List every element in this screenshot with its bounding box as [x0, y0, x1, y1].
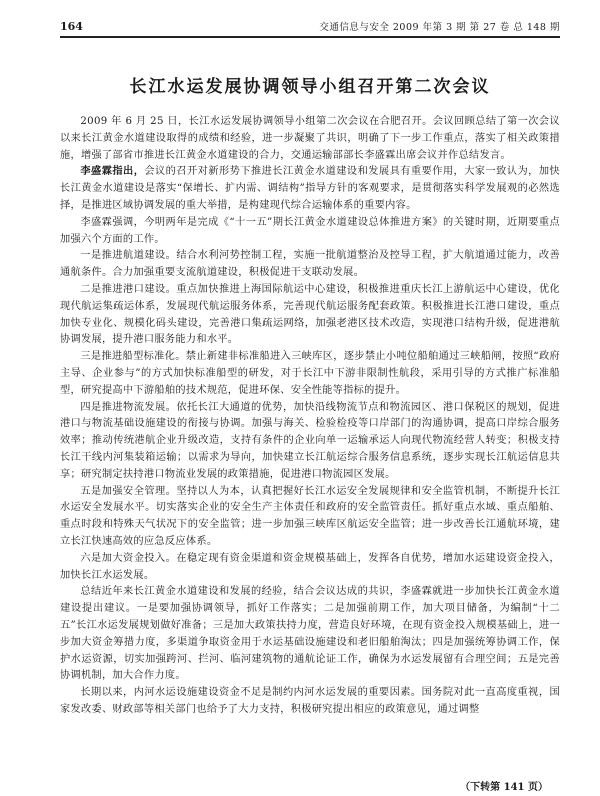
paragraph: 五是加强安全管理。坚持以人为本，认真把握好长江水运安全发展规律和安全监管机制，不断提升长江水运安全发展水平。切实落实企业的安全生产主体责任和政府的安全监管责任。抓好重点水域、重点船舶、重点时段和特殊天气状况下的安全监管；进一步加强三峡库区航运安全监管；进一步改善长江通航环境，建立长江快速高效的应急反应体系。: [60, 485, 560, 547]
paragraph: 三是推进船型标准化。禁止新建非标准船进入三峡库区，逐步禁止小吨位船舶通过三峡船闸，按照“政府主导、企业参与”的方式加快标准船型的研发，对于长江中下游非限制性航段，采用引导的方式推广标准船型，研究提高中下游船舶的技术规范，促进环保、安全性能等指标的提升。: [60, 351, 560, 396]
paragraph: 二是推进港口建设。重点加快推进上海国际航运中心建设，积极推进重庆长江上游航运中心建设，优化现代航运集疏运体系，发展现代航运服务体系，完善现代航运服务配套政策。积极推进长江港口建设，重点加快专业化、规模化码头建设，完善港口集疏运网络，加强老港区技术改造，实现港口结构升级，促进港航协调发展，提升港口服务能力和水平。: [60, 283, 560, 346]
page-number: 164: [60, 20, 83, 33]
paragraph: 2009 年 6 月 25 日，长江水运发展协调领导小组第二次会议在合肥召开。会议回顾总结了第一次会议以来长江黄金水道建设取得的成绩和经验，进一步凝聚了共识，明确了下一步工作重点，落实了相关政策措施，增强了部省市推进长江黄金水道建设的合力，交通运输部部长李盛霖出席会议并作总结发言。: [60, 116, 560, 161]
paragraph: 一是推进航道建设。结合水利河势控制工程，实施一批航道整治及控导工程，扩大航道通过能力，改善通航条件。合力加强重要支流航道建设，积极促进干支联动发展。: [60, 250, 560, 279]
journal-info: 交通信息与安全 2009 年第 3 期 第 27 卷 总 148 期: [319, 22, 560, 33]
paragraph: 李盛霖强调，今明两年是完成《“十一五”期长江黄金水道建设总体推进方案》的关键时期，近期要重点加强六个方面的工作。: [60, 216, 560, 245]
paragraph: 李盛霖指出，会议的召开对新形势下推进长江黄金水道建设和发展具有重要作用，大家一致认为，加快长江黄金水道建设是落实“保增长、扩内需、调结构”指导方针的客观要求，是贯彻落实科学发展观的必然选择，是推进区域协调发展的重大举措，是构建现代综合运输体系的重要内容。: [60, 166, 560, 211]
paragraph: 总结近年来长江黄金水道建设和发展的经验，结合会议达成的共识，李盛霖就进一步加快长江黄金水道建设提出建议。一是要加强协调领导，抓好工作落实；二是加强前期工作，加大项目储备，为编制“十二五”长江水运发展规划做好准备；三是加大政策扶持力度，营造良好环境，在现有资金投入规模基础上，进一步加大资金筹措力度，多渠道争取资金用于水运基础设施建设和老旧船舶淘汰；四是加强统筹协调工作，保护水运资源，切实加强跨河、拦河、临河建筑物的通航论证工作，确保为水运发展留有合理空间；五是完善协调机制，加大合作力度。: [60, 586, 560, 682]
paragraph: 四是推进物流发展。依托长江大通道的优势，加快沿线物流节点和物流园区、港口保税区的规划，促进港口与物流基础设施建设的衔接与协调。加强与海关、检验检疫等口岸部门的沟通协调，提高口岸综合服务效率；推动传统港航企业升级改造，支持有条件的企业向单一运输承运人向现代物流经营人转变；积极支持长江干线内河集装箱运输；以需求为导向，加快建立长江航运综合服务信息系统，逐步实现长江航运信息共享；研究制定扶持港口物流业发展的政策措施，促进港口物流园区发展。: [60, 401, 560, 480]
article-body: [60, 114, 560, 719]
article-title: 长江水运发展协调领导小组召开第二次会议: [129, 77, 491, 97]
paragraph: 六是加大资金投入。在稳定现有资金渠道和资金规模基础上，发挥各自优势，增加水运建设资金投入，加快长江水运发展。: [60, 552, 560, 581]
continuation-note: （下转第 141 页）: [460, 782, 548, 793]
paragraph: 长期以来，内河水运设施建设资金不足是制约内河水运发展的重要因素。国务院对此一直高度重视，国家发改委、财政部等相关部门也给予了大力支持，积极研究提出相应的政策意见，通过调整: [60, 687, 560, 715]
running-header: [60, 16, 560, 38]
